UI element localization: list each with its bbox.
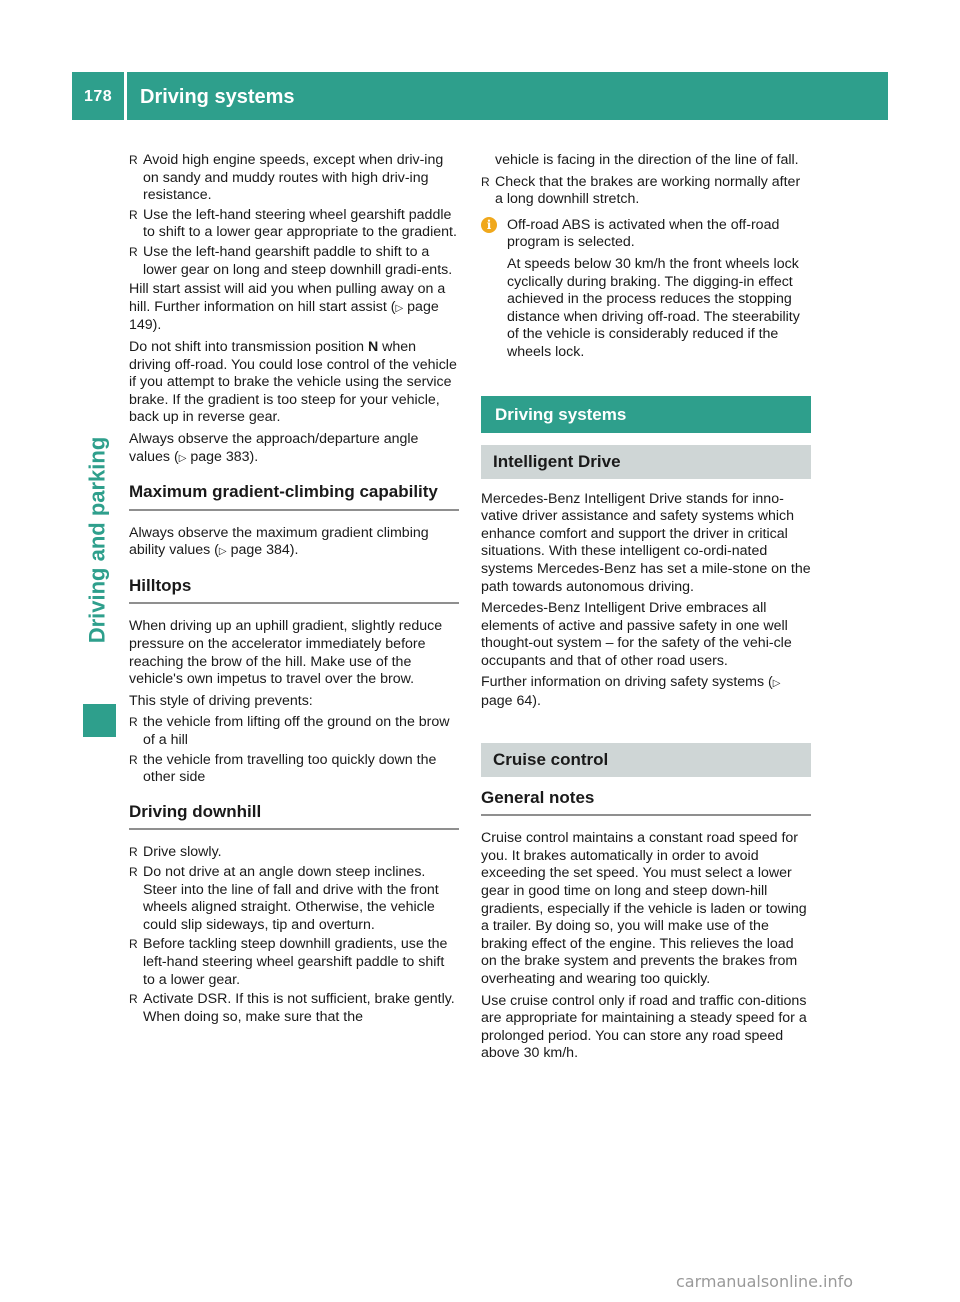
watermark: carmanualsonline.info <box>676 1272 854 1291</box>
heading-general-notes: General notes <box>481 789 811 817</box>
paragraph-gradient: Always observe the maximum gradient climbing ability values (▷ page 384). <box>129 524 429 559</box>
heading-hilltops: Hilltops <box>129 577 459 605</box>
page-link[interactable]: page 64). <box>481 693 541 710</box>
triangle-right-icon: ▷ <box>178 452 187 464</box>
triangle-right-icon: ▷ <box>395 302 404 314</box>
section-header-cruise-control: Cruise control <box>481 743 811 777</box>
left-column <box>129 152 459 1028</box>
list-item: R Avoid high engine speeds, except when driv-ing on sandy and muddy routes with high driv-ing resistance. <box>129 152 444 204</box>
list-item: R Activate DSR. If this is not sufficient, brake gently. When doing so, make sure that the <box>129 991 455 1025</box>
page-link[interactable]: page 149). <box>129 298 439 334</box>
info-icon: i <box>481 217 497 233</box>
continued-text: vehicle is facing in the direction of the line of fall. <box>495 152 799 168</box>
list-item: R Use the left-hand steering wheel gearshift paddle to shift to a lower gear appropriate to the gradient. <box>129 206 457 241</box>
bullet-r-icon: R <box>129 207 138 222</box>
bullet-r-icon: R <box>129 992 138 1007</box>
section-header-driving-systems: Driving systems <box>481 396 811 433</box>
side-tab-marker <box>83 704 116 737</box>
triangle-right-icon: ▷ <box>772 678 781 690</box>
info-text: Off-road ABS is activated when the off-road program is selected. <box>507 216 780 251</box>
paragraph-further: Further information on driving safety systems (▷ page 64). <box>481 674 781 710</box>
paragraph-intelligent-1: Mercedes-Benz Intelligent Drive stands for inno-vative driver assistance and safety systems which enhance comfort and support the driver in critical situations. With these intelligent co-ordi-nated systems Mercedes-Benz has set a mile-stone on the path towards autonomous driving. <box>481 490 811 595</box>
paragraph-approach: Always observe the approach/departure angle values (▷ page 383). <box>129 430 419 465</box>
side-tab-label-wrap <box>82 400 112 680</box>
bullet-r-icon: R <box>129 937 138 952</box>
header-title: Driving systems <box>140 86 295 108</box>
triangle-right-icon: ▷ <box>218 546 227 558</box>
list-item: R Check that the brakes are working normally after a long downhill stretch. <box>481 173 801 208</box>
paragraph-hilltops: When driving up an uphill gradient, slightly reduce pressure on the accelerator immediately before reaching the brow of the hill. Make use of the vehicle's own impetus to travel over the brow. <box>129 618 443 688</box>
bullet-r-icon: R <box>129 153 138 167</box>
paragraph-intelligent-2: Mercedes-Benz Intelligent Drive embraces all elements of active and passive safety in one well thought-out system – for the safety of the vehi-cle occupants and that of other road users. <box>481 600 792 669</box>
paragraph-cruise-1: Cruise control maintains a constant road speed for you. It brakes automatically in order to avoid exceeding the set speed. You must select a lower gear in good time on long and steep down-hill gradients, especially if the vehicle is laden or towing a trailer. By doing so, you will make use of the braking effect of the engine. This relieves the load on the brake system and prevents the brakes from overheating and wearing too quickly. <box>481 830 807 987</box>
bullet-r-icon: R <box>129 752 138 767</box>
bullet-r-icon: R <box>129 845 138 860</box>
paragraph-cruise-2: Use cruise control only if road and traffic con-ditions are appropriate for maintaining a steady speed for a prolonged period. You can store any road speed above 30 km/h. <box>481 992 807 1062</box>
page-link[interactable]: page 383). <box>190 448 259 465</box>
page-number: 178 <box>84 88 113 105</box>
list-item: R Use the left-hand gearshift paddle to shift to a lower gear on long and steep downhill gradi-ents. <box>129 243 453 278</box>
side-tab-label: Driving and parking <box>84 436 109 644</box>
page-link[interactable]: page 384). <box>230 542 299 559</box>
info-note <box>481 217 811 362</box>
paragraph-prevents: This style of driving prevents: <box>129 692 313 709</box>
list-item: R the vehicle from lifting off the ground on the brow of a hill <box>129 714 450 749</box>
bullet-r-icon: R <box>481 174 490 189</box>
header-divider <box>124 72 127 120</box>
list-item: R the vehicle from travelling too quickly down the other side <box>129 751 437 786</box>
list-item: R Before tackling steep downhill gradients, use the left-hand steering wheel gearshift paddle to shift to a lower gear. <box>129 936 448 988</box>
list-item: R Drive slowly. <box>129 844 222 861</box>
section-header-intelligent-drive: Intelligent Drive <box>481 445 811 479</box>
paragraph-hill-start: Hill start assist will aid you when pulling away on a hill. Further information on hill start assist (▷ page 149). <box>129 281 446 334</box>
heading-downhill: Driving downhill <box>129 803 459 831</box>
right-column <box>481 152 811 1067</box>
paragraph-transmission: Do not shift into transmission position N when driving off-road. You could lose control of the vehicle if you attempt to brake the vehicle using the service brake. If the gradient is too steep for your vehicle, back up in reverse gear. <box>129 338 457 426</box>
bullet-r-icon: R <box>129 244 138 259</box>
heading-gradient: Maximum gradient-climbing capability <box>129 483 459 511</box>
bullet-r-icon: R <box>129 715 138 730</box>
bullet-r-icon: R <box>129 865 138 879</box>
list-item: R Do not drive at an angle down steep inclines. Steer into the line of fall and drive with the front wheels aligned straight. Otherwise, the vehicle could slip sideways, tip and overturn. <box>129 864 439 933</box>
info-text-2: At speeds below 30 km/h the front wheels lock cyclically during braking. The digging-in effect achieved in the process reduces the stopping distance when driving off-road. The steerability of the vehicle is considerably reduced if the wheels lock. <box>507 255 800 360</box>
